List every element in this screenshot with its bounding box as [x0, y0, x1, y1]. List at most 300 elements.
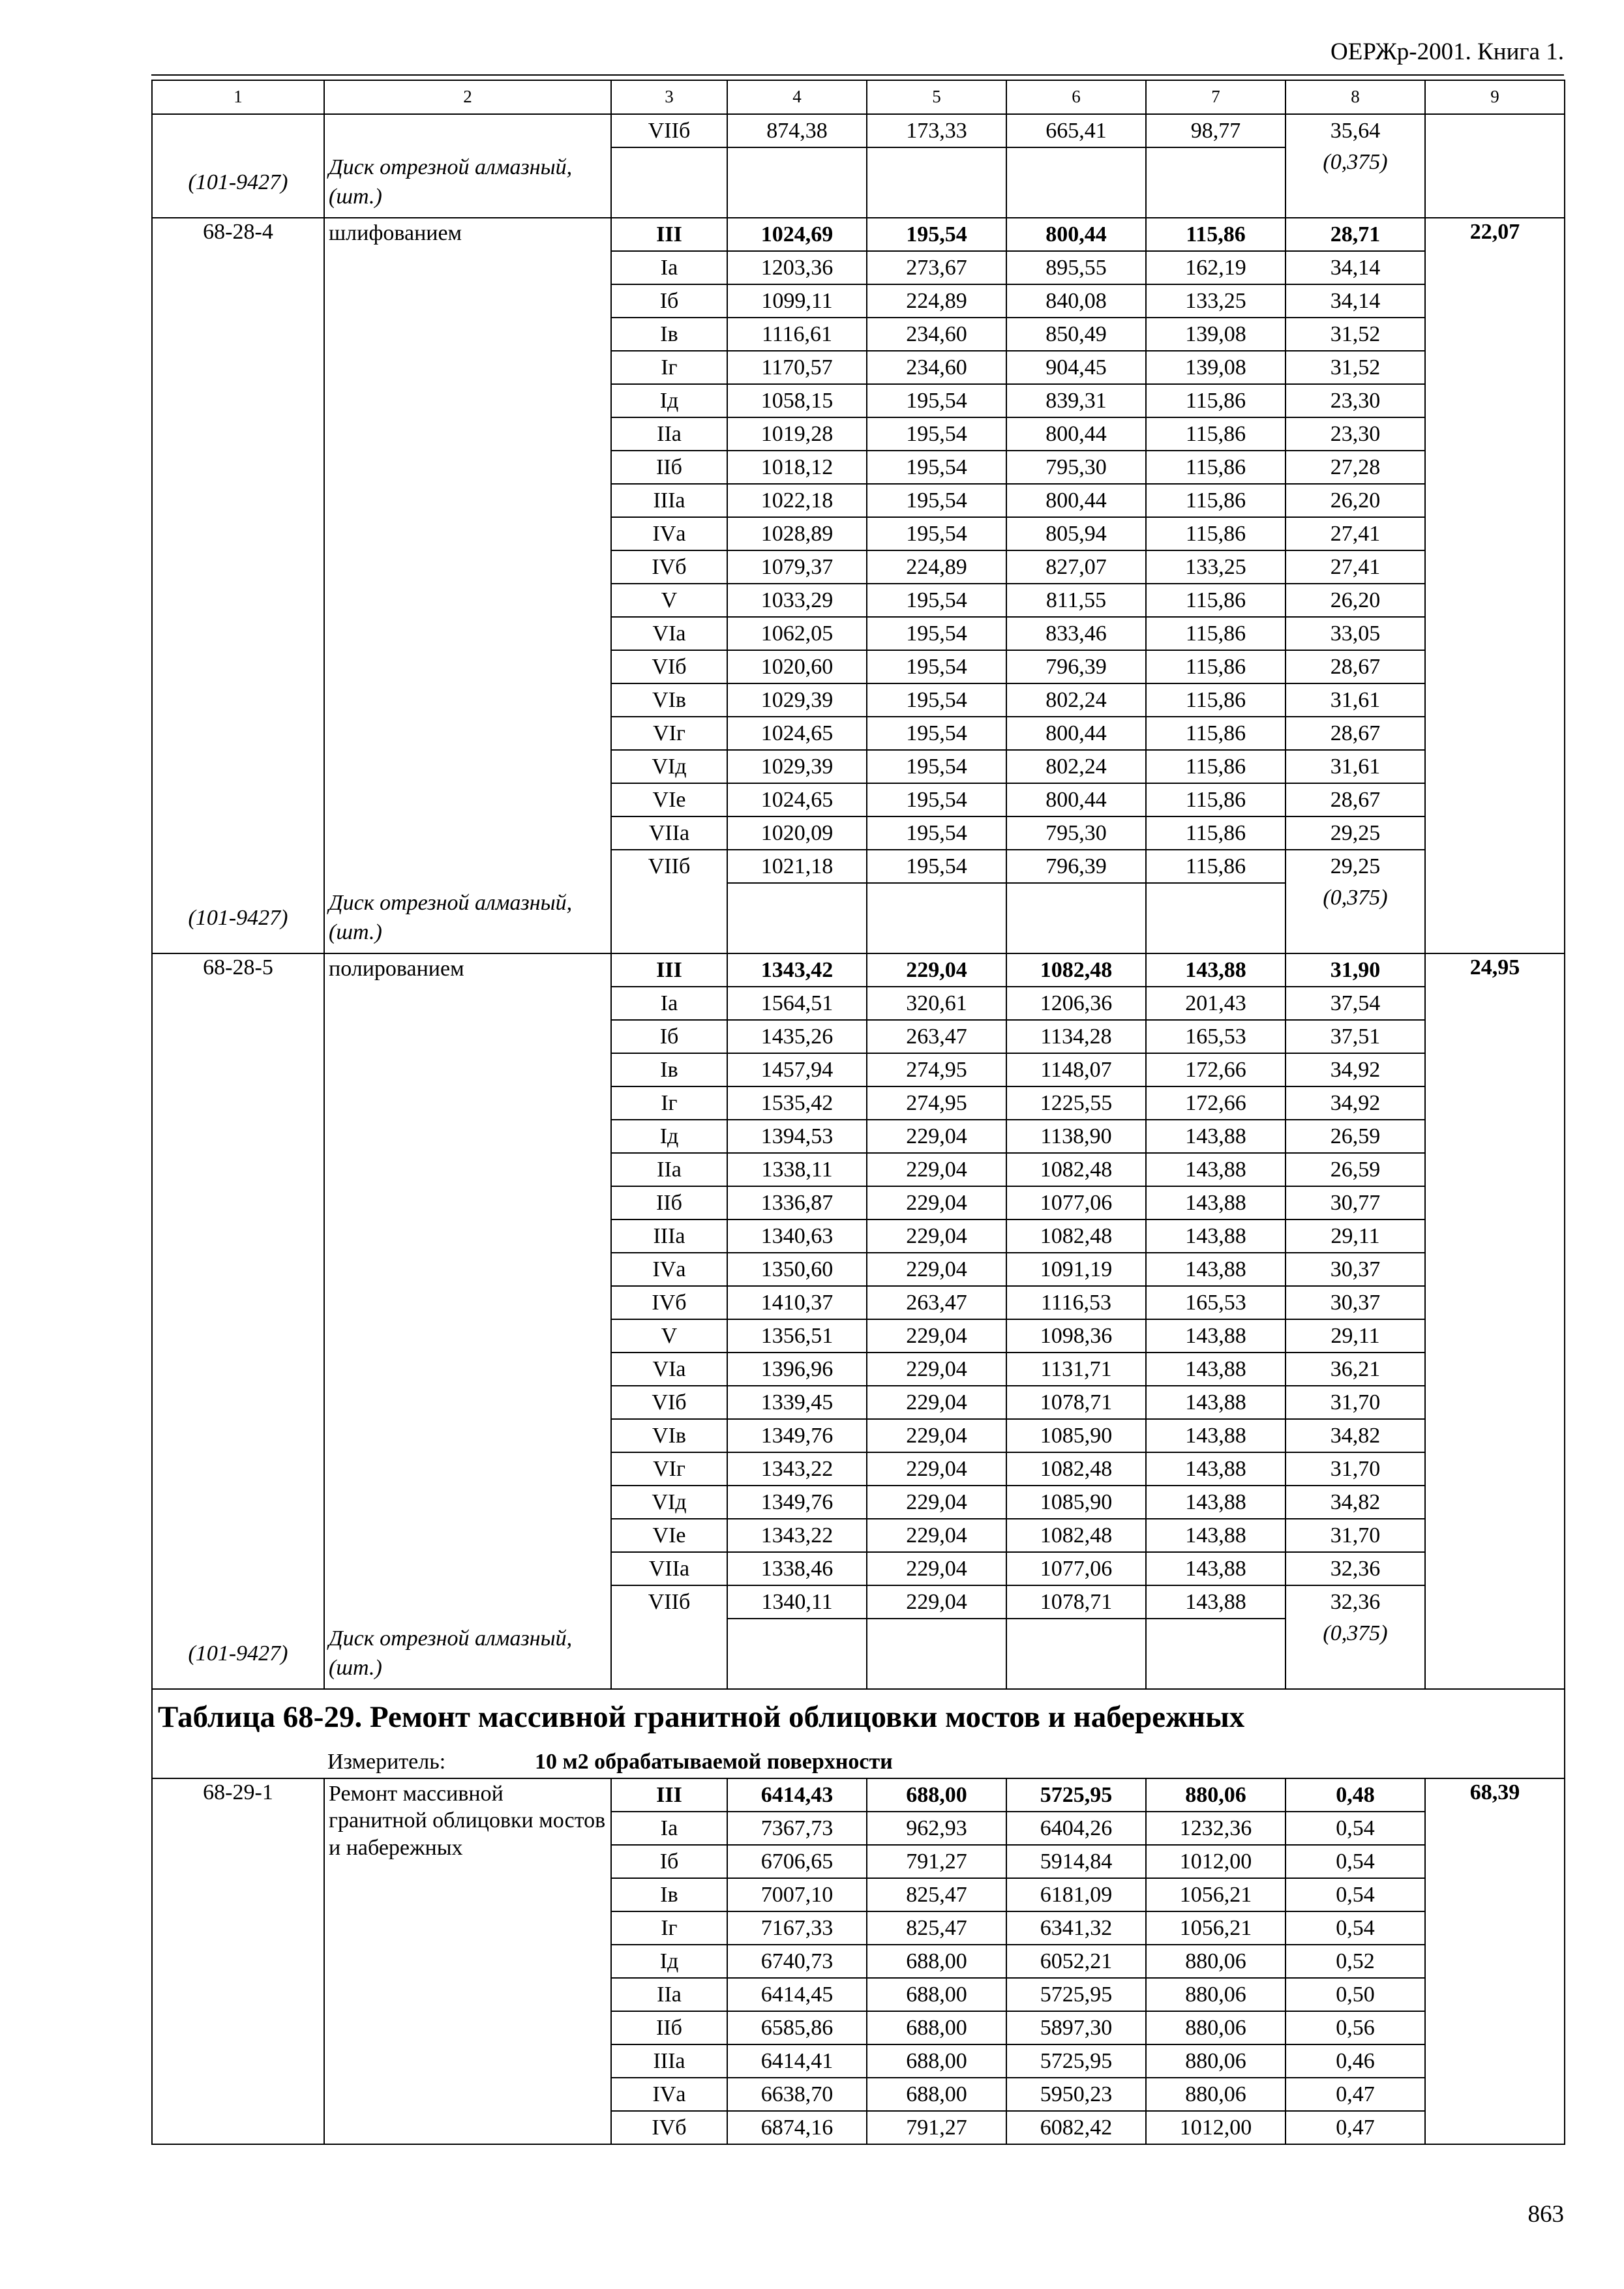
- value-cell: 23,30: [1286, 384, 1425, 417]
- value-cell: 1077,06: [1006, 1186, 1146, 1219]
- value-cell: 0,50: [1286, 1978, 1425, 2011]
- value-cell: 1396,96: [727, 1353, 867, 1386]
- rate-row-main: [152, 218, 1565, 251]
- value-cell: 1356,51: [727, 1319, 867, 1353]
- rate-total: 22,07: [1425, 218, 1565, 953]
- description-cell: [324, 114, 611, 147]
- value-cell: 1350,60: [727, 1253, 867, 1286]
- value-cell: 195,54: [867, 218, 1006, 251]
- value-cell: 195,54: [867, 650, 1006, 683]
- value-cell: 6052,21: [1006, 1945, 1146, 1978]
- value-cell: 688,00: [867, 2044, 1006, 2078]
- value-cell: III: [611, 218, 727, 251]
- value-cell: 195,54: [867, 517, 1006, 550]
- value-cell: 195,54: [867, 816, 1006, 850]
- rate-row-main: [152, 1778, 1565, 1812]
- value-cell: 1082,48: [1006, 1519, 1146, 1552]
- value-cell: III: [611, 953, 727, 987]
- value-cell: 115,86: [1146, 850, 1286, 883]
- value-cell: 880,06: [1146, 2044, 1286, 2078]
- value-cell: Iб: [611, 1020, 727, 1053]
- value-cell: 195,54: [867, 750, 1006, 783]
- table-cell: [611, 883, 727, 953]
- table-cell: [1006, 147, 1146, 218]
- value-cell: 115,86: [1146, 650, 1286, 683]
- value-cell: 1056,21: [1146, 1878, 1286, 1911]
- value-cell: 133,25: [1146, 284, 1286, 318]
- value-cell: 1082,48: [1006, 1219, 1146, 1253]
- value-cell: 800,44: [1006, 717, 1146, 750]
- table-cell: [611, 1619, 727, 1689]
- value-cell: 827,07: [1006, 550, 1146, 584]
- value-cell: 143,88: [1146, 1253, 1286, 1286]
- value-cell: 29,25: [1286, 816, 1425, 850]
- value-cell: 172,66: [1146, 1053, 1286, 1086]
- value-cell: 143,88: [1146, 1386, 1286, 1419]
- value-cell: 5725,95: [1006, 1778, 1146, 1812]
- value-cell: 195,54: [867, 717, 1006, 750]
- value-cell: 229,04: [867, 1353, 1006, 1386]
- rate-code: 68-29-1: [152, 1778, 324, 2144]
- table-cell: [867, 883, 1006, 953]
- value-cell: 1019,28: [727, 417, 867, 451]
- value-cell: 1082,48: [1006, 1153, 1146, 1186]
- value-cell: 229,04: [867, 1253, 1006, 1286]
- value-cell: Iг: [611, 1086, 727, 1120]
- value-cell: 791,27: [867, 2111, 1006, 2144]
- value-cell: 895,55: [1006, 251, 1146, 284]
- value-cell: 840,08: [1006, 284, 1146, 318]
- value-cell: 28,67: [1286, 650, 1425, 683]
- value-cell: 195,54: [867, 384, 1006, 417]
- column-number: 1: [152, 80, 324, 114]
- value-cell: 28,67: [1286, 717, 1425, 750]
- value-cell: VIд: [611, 1486, 727, 1519]
- header-rule: [151, 74, 1564, 76]
- value-cell: 1020,60: [727, 650, 867, 683]
- resource-row: [152, 883, 1565, 953]
- table-cell: [727, 883, 867, 953]
- value-cell: 143,88: [1146, 1552, 1286, 1585]
- value-cell: 229,04: [867, 1319, 1006, 1353]
- value-cell: 1343,22: [727, 1452, 867, 1486]
- value-cell: 6585,86: [727, 2011, 867, 2044]
- value-cell: 34,82: [1286, 1419, 1425, 1452]
- value-cell: 880,06: [1146, 1978, 1286, 2011]
- value-cell: 195,54: [867, 484, 1006, 517]
- value-cell: 143,88: [1146, 1319, 1286, 1353]
- value-cell: 0,52: [1286, 1945, 1425, 1978]
- table-cell: [1006, 1619, 1146, 1689]
- value-cell: 688,00: [867, 1778, 1006, 1812]
- value-cell: 791,27: [867, 1845, 1006, 1878]
- value-cell: 35,64: [1286, 114, 1425, 147]
- resource-name: Диск отрезной алмазный, (шт.): [324, 883, 611, 953]
- value-cell: 173,33: [867, 114, 1006, 147]
- value-cell: 1024,69: [727, 218, 867, 251]
- table-cell: [727, 1619, 867, 1689]
- value-cell: 1338,11: [727, 1153, 867, 1186]
- value-cell: 36,21: [1286, 1353, 1425, 1386]
- value-cell: IIа: [611, 1978, 727, 2011]
- value-cell: VIе: [611, 783, 727, 816]
- value-cell: III: [611, 1778, 727, 1812]
- table-cell: [727, 147, 867, 218]
- value-cell: 904,45: [1006, 351, 1146, 384]
- value-cell: 1024,65: [727, 783, 867, 816]
- value-cell: IIIа: [611, 1219, 727, 1253]
- value-cell: 688,00: [867, 1978, 1006, 2011]
- resource-code: (101-9427): [152, 883, 324, 953]
- value-cell: 0,47: [1286, 2078, 1425, 2111]
- value-cell: 143,88: [1146, 1219, 1286, 1253]
- value-cell: 833,46: [1006, 617, 1146, 650]
- value-cell: 263,47: [867, 1020, 1006, 1053]
- value-cell: 1062,05: [727, 617, 867, 650]
- value-cell: 115,86: [1146, 816, 1286, 850]
- value-cell: VIIа: [611, 816, 727, 850]
- column-number: 7: [1146, 80, 1286, 114]
- value-cell: 195,54: [867, 850, 1006, 883]
- value-cell: 5725,95: [1006, 1978, 1146, 2011]
- value-cell: 224,89: [867, 550, 1006, 584]
- measure-row: [152, 1746, 1565, 1778]
- value-cell: 115,86: [1146, 717, 1286, 750]
- value-cell: 5897,30: [1006, 2011, 1146, 2044]
- value-cell: Iа: [611, 251, 727, 284]
- value-cell: 229,04: [867, 1452, 1006, 1486]
- value-cell: 1029,39: [727, 750, 867, 783]
- value-cell: 880,06: [1146, 1778, 1286, 1812]
- value-cell: 1029,39: [727, 683, 867, 717]
- value-cell: 1098,36: [1006, 1319, 1146, 1353]
- value-cell: 115,86: [1146, 750, 1286, 783]
- value-cell: 1148,07: [1006, 1053, 1146, 1086]
- value-cell: 1206,36: [1006, 987, 1146, 1020]
- value-cell: 1091,19: [1006, 1253, 1146, 1286]
- value-cell: 880,06: [1146, 2078, 1286, 2111]
- table-cell: [867, 147, 1006, 218]
- value-cell: 115,86: [1146, 484, 1286, 517]
- value-cell: Iб: [611, 284, 727, 318]
- value-cell: VIб: [611, 1386, 727, 1419]
- value-cell: 139,08: [1146, 351, 1286, 384]
- rate-description: Ремонт массивной гранитной облицовки мостов и набережных: [324, 1778, 611, 2144]
- value-cell: 31,52: [1286, 351, 1425, 384]
- value-cell: 1134,28: [1006, 1020, 1146, 1053]
- value-cell: 143,88: [1146, 953, 1286, 987]
- value-cell: 143,88: [1146, 1353, 1286, 1386]
- value-cell: VIIб: [611, 114, 727, 147]
- table-cell: [611, 147, 727, 218]
- value-cell: 1336,87: [727, 1186, 867, 1219]
- value-cell: 802,24: [1006, 683, 1146, 717]
- value-cell: 30,37: [1286, 1286, 1425, 1319]
- page-number: 863: [1527, 2201, 1564, 2228]
- value-cell: 1082,48: [1006, 1452, 1146, 1486]
- value-cell: 143,88: [1146, 1419, 1286, 1452]
- value-cell: 6181,09: [1006, 1878, 1146, 1911]
- value-cell: 29,11: [1286, 1219, 1425, 1253]
- table-title-row: [152, 1689, 1565, 1746]
- value-cell: 1012,00: [1146, 2111, 1286, 2144]
- value-cell: IIб: [611, 2011, 727, 2044]
- table-cell: [1146, 147, 1286, 218]
- value-cell: 143,88: [1146, 1585, 1286, 1619]
- column-number-row: [152, 80, 1565, 114]
- value-cell: 1078,71: [1006, 1386, 1146, 1419]
- value-cell: 839,31: [1006, 384, 1146, 417]
- value-cell: VIе: [611, 1519, 727, 1552]
- value-cell: 1024,65: [727, 717, 867, 750]
- value-cell: 115,86: [1146, 384, 1286, 417]
- value-cell: 133,25: [1146, 550, 1286, 584]
- resource-qty: (0,375): [1286, 883, 1425, 953]
- value-cell: 31,70: [1286, 1519, 1425, 1552]
- value-cell: IIа: [611, 1153, 727, 1186]
- value-cell: IVб: [611, 2111, 727, 2144]
- value-cell: 962,93: [867, 1812, 1006, 1845]
- rate-total: 68,39: [1425, 1778, 1565, 2144]
- value-cell: 229,04: [867, 1519, 1006, 1552]
- value-cell: 6874,16: [727, 2111, 867, 2144]
- value-cell: 1339,45: [727, 1386, 867, 1419]
- value-cell: 800,44: [1006, 218, 1146, 251]
- value-cell: 37,54: [1286, 987, 1425, 1020]
- table-row: [152, 114, 1565, 147]
- code-cell: [152, 114, 324, 147]
- value-cell: 1022,18: [727, 484, 867, 517]
- value-cell: 1349,76: [727, 1486, 867, 1519]
- value-cell: 1349,76: [727, 1419, 867, 1452]
- value-cell: 1340,63: [727, 1219, 867, 1253]
- value-cell: 274,95: [867, 1053, 1006, 1086]
- value-cell: Iв: [611, 1053, 727, 1086]
- measure-label: Измеритель:: [327, 1749, 446, 1774]
- value-cell: VIб: [611, 650, 727, 683]
- value-cell: VIIб: [611, 850, 727, 883]
- value-cell: 263,47: [867, 1286, 1006, 1319]
- value-cell: IVа: [611, 2078, 727, 2111]
- value-cell: IIб: [611, 1186, 727, 1219]
- value-cell: 1020,09: [727, 816, 867, 850]
- value-cell: 1138,90: [1006, 1120, 1146, 1153]
- value-cell: 32,36: [1286, 1585, 1425, 1619]
- column-number: 4: [727, 80, 867, 114]
- value-cell: 688,00: [867, 2011, 1006, 2044]
- value-cell: 6414,43: [727, 1778, 867, 1812]
- value-cell: 28,71: [1286, 218, 1425, 251]
- value-cell: 162,19: [1146, 251, 1286, 284]
- value-cell: 665,41: [1006, 114, 1146, 147]
- value-cell: 27,41: [1286, 517, 1425, 550]
- value-cell: 195,54: [867, 783, 1006, 816]
- value-cell: 34,92: [1286, 1086, 1425, 1120]
- value-cell: 115,86: [1146, 218, 1286, 251]
- value-cell: VIд: [611, 750, 727, 783]
- value-cell: 796,39: [1006, 650, 1146, 683]
- value-cell: 688,00: [867, 2078, 1006, 2111]
- value-cell: IVа: [611, 1253, 727, 1286]
- column-number: 5: [867, 80, 1006, 114]
- value-cell: 229,04: [867, 1186, 1006, 1219]
- value-cell: V: [611, 1319, 727, 1353]
- column-number: 9: [1425, 80, 1565, 114]
- value-cell: 1343,22: [727, 1519, 867, 1552]
- resource-code: (101-9427): [152, 147, 324, 218]
- value-cell: 1056,21: [1146, 1911, 1286, 1945]
- value-cell: 23,30: [1286, 417, 1425, 451]
- value-cell: 1170,57: [727, 351, 867, 384]
- value-cell: 1058,15: [727, 384, 867, 417]
- value-cell: 229,04: [867, 953, 1006, 987]
- value-cell: VIв: [611, 683, 727, 717]
- value-cell: 1116,61: [727, 318, 867, 351]
- value-cell: 31,70: [1286, 1452, 1425, 1486]
- value-cell: IIа: [611, 417, 727, 451]
- value-cell: 0,54: [1286, 1845, 1425, 1878]
- value-cell: 5914,84: [1006, 1845, 1146, 1878]
- value-cell: 115,86: [1146, 584, 1286, 617]
- value-cell: 30,77: [1286, 1186, 1425, 1219]
- value-cell: IVа: [611, 517, 727, 550]
- value-cell: 7367,73: [727, 1812, 867, 1845]
- rate-code: 68-28-4: [152, 218, 324, 883]
- value-cell: 1457,94: [727, 1053, 867, 1086]
- value-cell: 800,44: [1006, 484, 1146, 517]
- value-cell: 28,67: [1286, 783, 1425, 816]
- value-cell: Iв: [611, 1878, 727, 1911]
- value-cell: V: [611, 584, 727, 617]
- value-cell: Iг: [611, 1911, 727, 1945]
- resource-name: Диск отрезной алмазный, (шт.): [324, 147, 611, 218]
- value-cell: 1033,29: [727, 584, 867, 617]
- value-cell: 37,51: [1286, 1020, 1425, 1053]
- value-cell: 34,14: [1286, 251, 1425, 284]
- value-cell: 1203,36: [727, 251, 867, 284]
- value-cell: 143,88: [1146, 1519, 1286, 1552]
- value-cell: 1082,48: [1006, 953, 1146, 987]
- value-cell: 795,30: [1006, 816, 1146, 850]
- value-cell: 0,48: [1286, 1778, 1425, 1812]
- value-cell: 0,56: [1286, 2011, 1425, 2044]
- value-cell: 1410,37: [727, 1286, 867, 1319]
- value-cell: 229,04: [867, 1153, 1006, 1186]
- value-cell: 1232,36: [1146, 1812, 1286, 1845]
- value-cell: 165,53: [1146, 1020, 1286, 1053]
- value-cell: 1099,11: [727, 284, 867, 318]
- value-cell: Iд: [611, 1945, 727, 1978]
- value-cell: 1078,71: [1006, 1585, 1146, 1619]
- value-cell: 165,53: [1146, 1286, 1286, 1319]
- resource-row: [152, 147, 1565, 218]
- value-cell: 825,47: [867, 1911, 1006, 1945]
- table-title: Таблица 68-29. Ремонт массивной гранитной облицовки мостов и набережных: [152, 1689, 1565, 1746]
- value-cell: 31,70: [1286, 1386, 1425, 1419]
- value-cell: 31,90: [1286, 953, 1425, 987]
- table-cell: [867, 1619, 1006, 1689]
- price-table: [151, 80, 1565, 2145]
- value-cell: 229,04: [867, 1419, 1006, 1452]
- value-cell: 805,94: [1006, 517, 1146, 550]
- value-cell: 6404,26: [1006, 1812, 1146, 1845]
- resource-qty: (0,375): [1286, 1619, 1425, 1689]
- value-cell: 850,49: [1006, 318, 1146, 351]
- value-cell: VIа: [611, 1353, 727, 1386]
- value-cell: 201,43: [1146, 987, 1286, 1020]
- resource-code: (101-9427): [152, 1619, 324, 1689]
- total-cell: [1425, 114, 1565, 147]
- value-cell: 825,47: [867, 1878, 1006, 1911]
- value-cell: 31,61: [1286, 683, 1425, 717]
- table-cell: [1006, 883, 1146, 953]
- value-cell: 115,86: [1146, 783, 1286, 816]
- value-cell: 6740,73: [727, 1945, 867, 1978]
- value-cell: 1021,18: [727, 850, 867, 883]
- table-cell: [1146, 883, 1286, 953]
- value-cell: Iб: [611, 1845, 727, 1878]
- rate-code: 68-28-5: [152, 953, 324, 1619]
- value-cell: 0,46: [1286, 2044, 1425, 2078]
- value-cell: 880,06: [1146, 2011, 1286, 2044]
- value-cell: 811,55: [1006, 584, 1146, 617]
- value-cell: Iг: [611, 351, 727, 384]
- value-cell: VIIа: [611, 1552, 727, 1585]
- value-cell: 6706,65: [727, 1845, 867, 1878]
- value-cell: 1085,90: [1006, 1419, 1146, 1452]
- total-cell: [1425, 147, 1565, 218]
- value-cell: 34,92: [1286, 1053, 1425, 1086]
- value-cell: 0,54: [1286, 1878, 1425, 1911]
- value-cell: 195,54: [867, 584, 1006, 617]
- measure-cell: [152, 1746, 1565, 1778]
- value-cell: 1012,00: [1146, 1845, 1286, 1878]
- value-cell: 98,77: [1146, 114, 1286, 147]
- value-cell: 26,20: [1286, 484, 1425, 517]
- value-cell: 143,88: [1146, 1186, 1286, 1219]
- value-cell: 1085,90: [1006, 1486, 1146, 1519]
- value-cell: 139,08: [1146, 318, 1286, 351]
- value-cell: 29,11: [1286, 1319, 1425, 1353]
- value-cell: 143,88: [1146, 1452, 1286, 1486]
- value-cell: 26,59: [1286, 1120, 1425, 1153]
- value-cell: 0,54: [1286, 1812, 1425, 1845]
- rate-total: 24,95: [1425, 953, 1565, 1689]
- value-cell: 800,44: [1006, 783, 1146, 816]
- value-cell: 880,06: [1146, 1945, 1286, 1978]
- table-cell: [1146, 1619, 1286, 1689]
- value-cell: 1028,89: [727, 517, 867, 550]
- value-cell: 195,54: [867, 451, 1006, 484]
- value-cell: 172,66: [1146, 1086, 1286, 1120]
- value-cell: Iд: [611, 1120, 727, 1153]
- value-cell: 6082,42: [1006, 2111, 1146, 2144]
- value-cell: 143,88: [1146, 1153, 1286, 1186]
- value-cell: 143,88: [1146, 1486, 1286, 1519]
- value-cell: IVб: [611, 550, 727, 584]
- value-cell: Iа: [611, 987, 727, 1020]
- value-cell: VIIб: [611, 1585, 727, 1619]
- value-cell: 1018,12: [727, 451, 867, 484]
- column-number: 2: [324, 80, 611, 114]
- value-cell: 27,28: [1286, 451, 1425, 484]
- value-cell: 1394,53: [727, 1120, 867, 1153]
- value-cell: 195,54: [867, 617, 1006, 650]
- value-cell: 6414,45: [727, 1978, 867, 2011]
- value-cell: 1116,53: [1006, 1286, 1146, 1319]
- value-cell: 1077,06: [1006, 1552, 1146, 1585]
- value-cell: Iв: [611, 318, 727, 351]
